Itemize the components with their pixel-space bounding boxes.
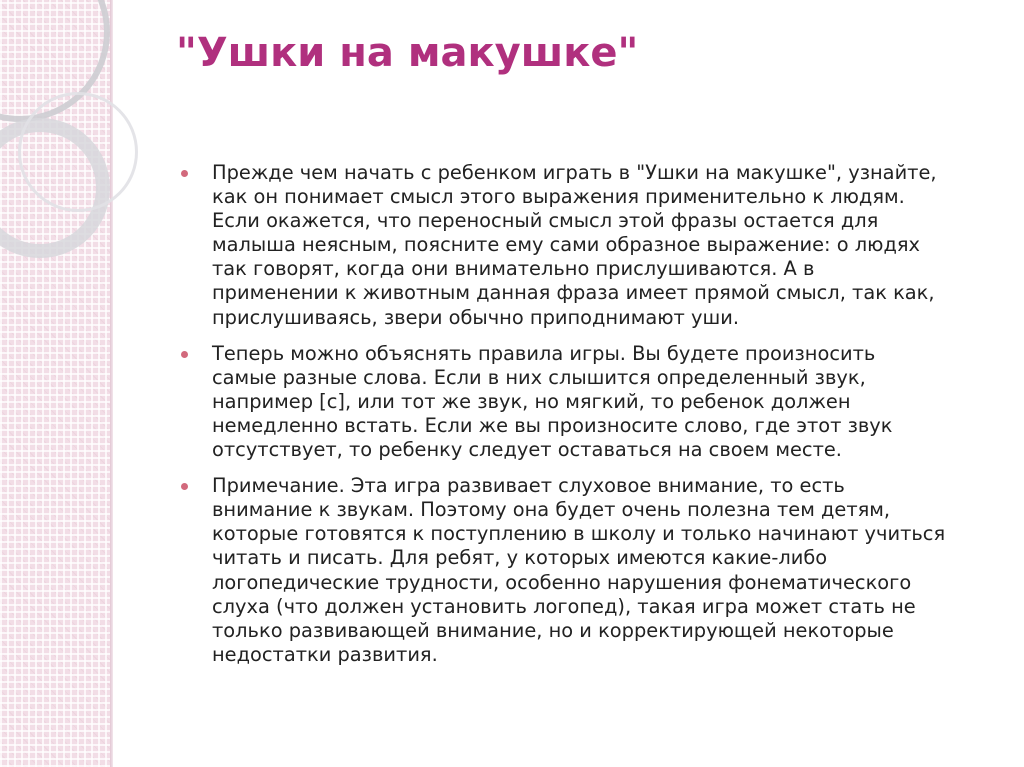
text-line: самые разные слова. Если в них слышится определенный звук, (212, 365, 866, 389)
text-line: логопедические трудности, особенно нарушения фонематического (212, 570, 912, 594)
bullet-item-intro (178, 161, 998, 330)
text-line: Примечание. Эта игра развивает слуховое внимание, то есть (212, 474, 845, 498)
bullet-item-note (178, 474, 998, 667)
bullet-list (178, 161, 998, 679)
text-line: читать и писать. Для ребят, у которых имеются какие-либо (212, 546, 828, 570)
text-line: так говорят, когда они внимательно прислушиваются. А в (212, 257, 815, 281)
text-line: Теперь можно объяснять правила игры. Вы будете произносить (212, 341, 876, 365)
slide-title: "Ушки на макушке" (176, 30, 639, 76)
text-line: применении к животным данная фраза имеет прямой смысл, так как, (212, 281, 935, 305)
text-line: немедленно встать. Если же вы произносите слово, где этот звук (212, 413, 893, 437)
text-line: слуха (что должен установить логопед), такая игра может стать не (212, 594, 916, 618)
text-line: внимание к звукам. Поэтому она будет очень полезна тем детям, (212, 498, 891, 522)
text-line: прислушиваясь, звери обычно приподнимают уши. (212, 305, 739, 329)
text-line: отсутствует, то ребенку следует оставаться на своем месте. (212, 438, 842, 462)
decorative-ring-inner (18, 92, 138, 212)
text-line: Если окажется, что переносный смысл этой фразы остается для (212, 209, 879, 233)
text-line: которые готовятся к поступлению в школу и только начинают учиться (212, 522, 946, 546)
text-line: малыша неясным, поясните ему сами образное выражение: о людях (212, 233, 921, 257)
text-line: только развивающей внимание, но и корректирующей некоторые (212, 618, 894, 642)
text-line: например [с], или тот же звук, но мягкий, то ребенок должен (212, 389, 851, 413)
bullet-dot-icon (181, 170, 188, 177)
bullet-dot-icon (181, 483, 188, 490)
text-line: как он понимает смысл этого выражения применительно к людям. (212, 185, 905, 209)
text-line: недостатки развития. (212, 642, 438, 666)
text-line: Прежде чем начать с ребенком играть в "Ушки на макушке", узнайте, (212, 161, 937, 184)
bullet-dot-icon (181, 351, 188, 358)
bullet-item-rules (178, 342, 998, 462)
